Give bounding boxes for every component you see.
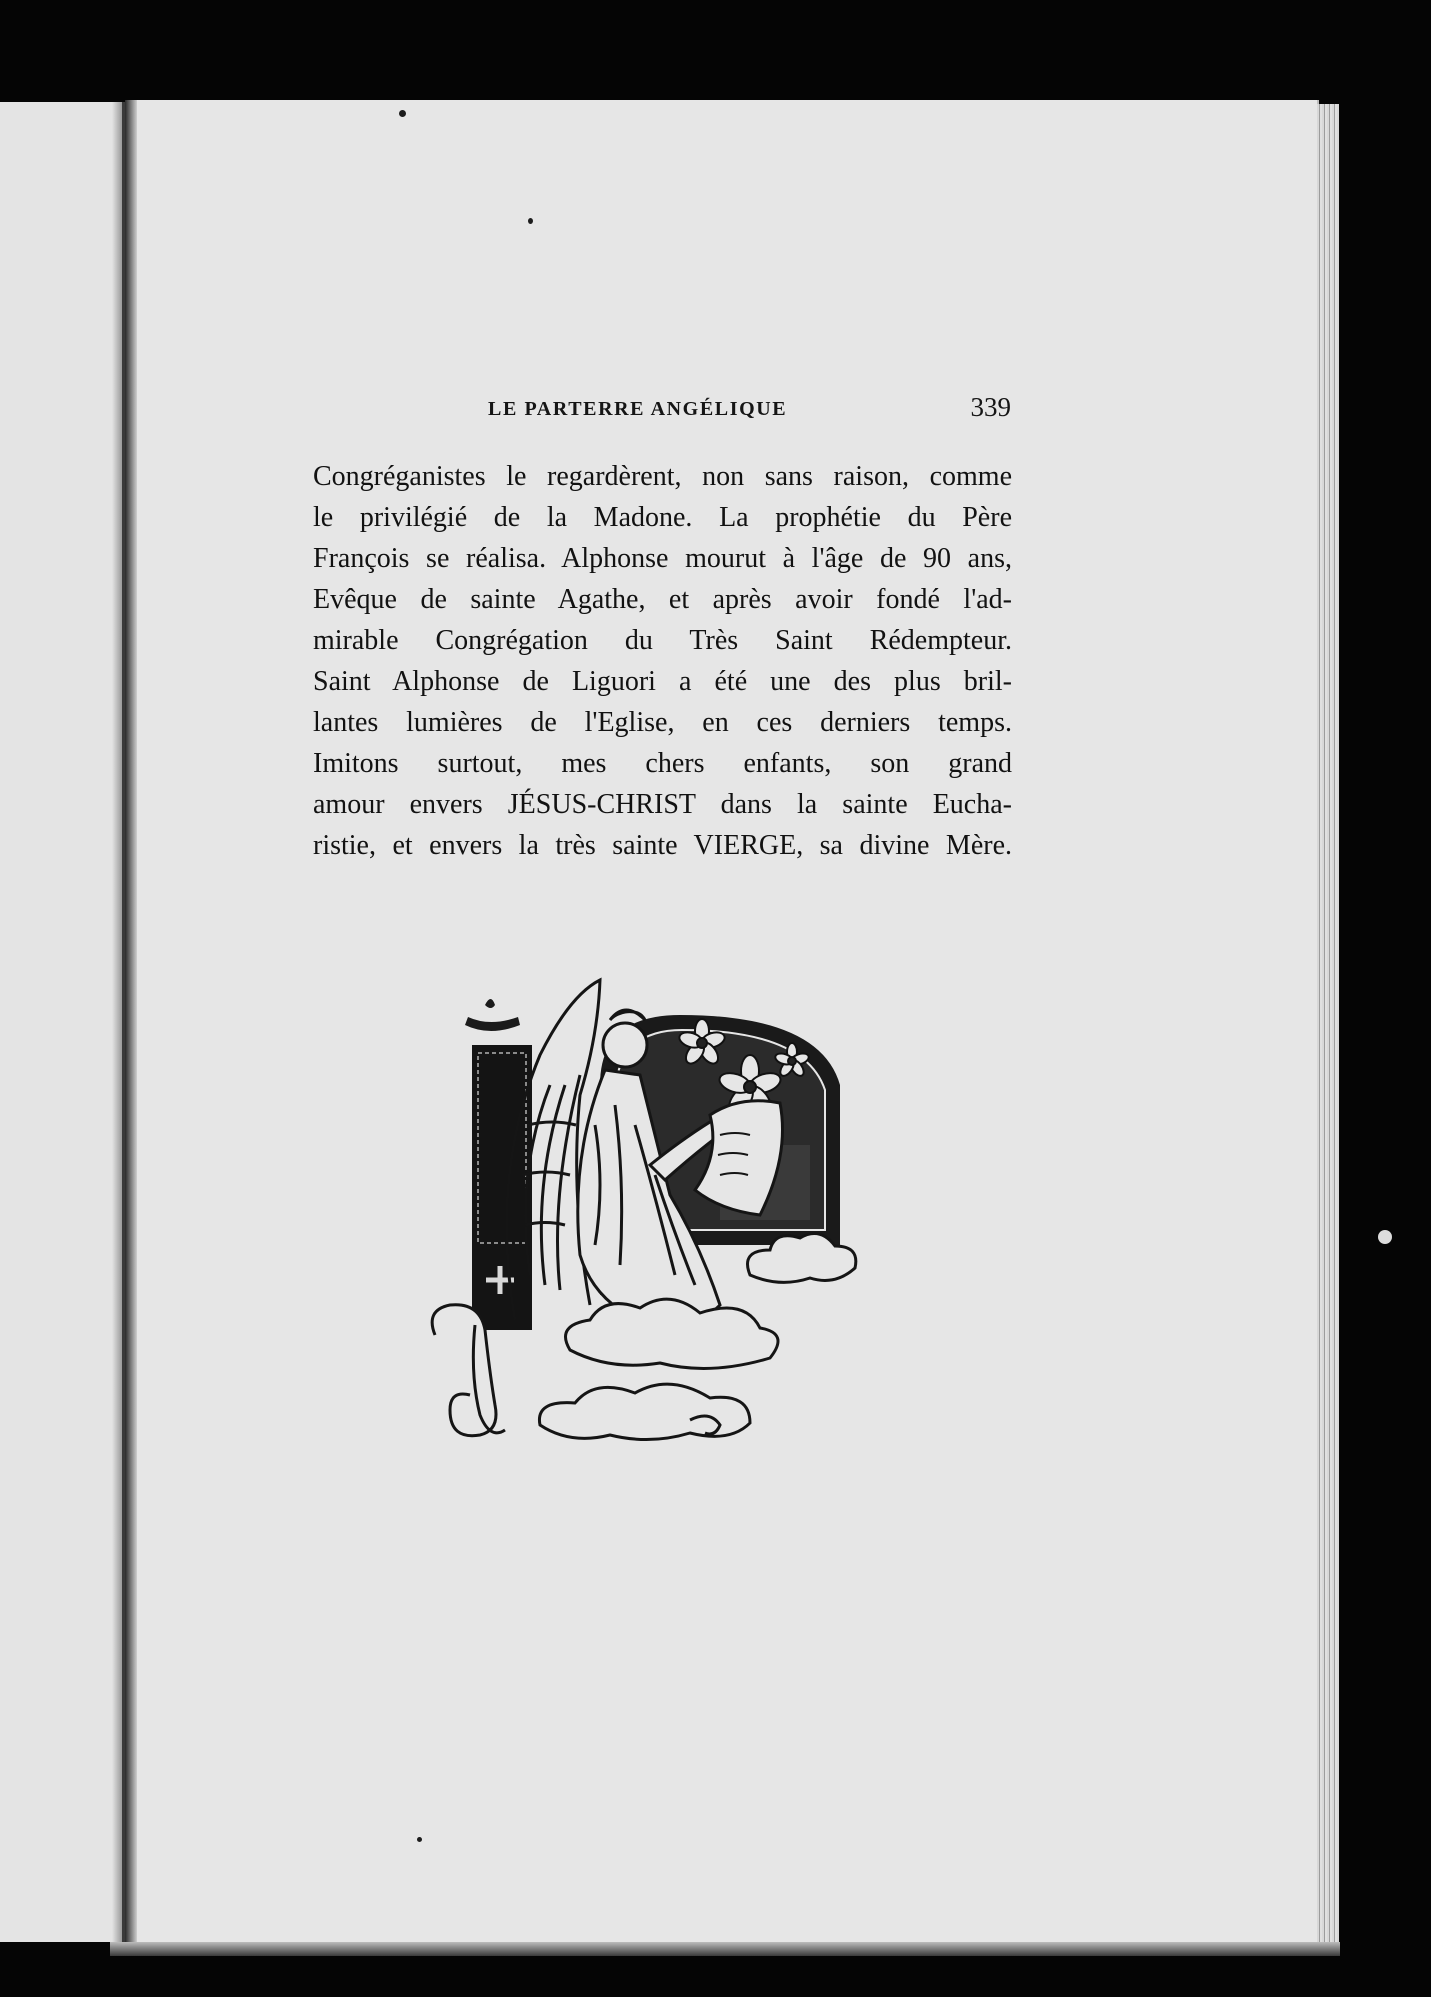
page-bottom-edge	[110, 1942, 1340, 1956]
ornamental-column	[472, 1045, 532, 1330]
page-number: 339	[970, 392, 1011, 422]
text-line: Saint Alphonse de Liguori a été une des plus bril-	[313, 666, 1012, 697]
book-gutter	[125, 100, 137, 1945]
running-title: LE PARTERRE ANGÉLIQUE	[488, 398, 788, 420]
text-line: amour envers JÉSUS-CHRIST dans la sainte Eucha-	[313, 789, 1012, 820]
text-line: Evêque de sainte Agathe, et après avoir fondé l'ad-	[313, 584, 1012, 615]
body-paragraph	[313, 456, 1012, 866]
ink-speck	[399, 110, 406, 117]
text-line: Imitons surtout, mes chers enfants, son grand	[313, 748, 1012, 779]
ink-speck	[1378, 1230, 1392, 1244]
text-line: lantes lumières de l'Eglise, en ces derniers temps.	[313, 707, 1012, 738]
text-line: François se réalisa. Alphonse mourut à l'âge de 90 ans,	[313, 543, 1012, 574]
text-line: ristie, et envers la très sainte VIERGE, sa divine Mère.	[313, 830, 1012, 861]
text-line: le privilégié de la Madone. La prophétie du Père	[313, 502, 1012, 533]
ink-speck	[528, 218, 533, 224]
angel-vignette-illustration	[420, 975, 910, 1475]
ink-speck	[417, 1837, 422, 1842]
page-stack-edge	[1317, 104, 1339, 1944]
lamp-icon	[465, 999, 520, 1031]
running-head	[313, 392, 1013, 432]
text-line: Congréganistes le regardèrent, non sans raison, comme	[313, 461, 1012, 492]
left-page-edge	[0, 102, 125, 1942]
text-line: mirable Congrégation du Très Saint Rédempteur.	[313, 625, 1012, 656]
